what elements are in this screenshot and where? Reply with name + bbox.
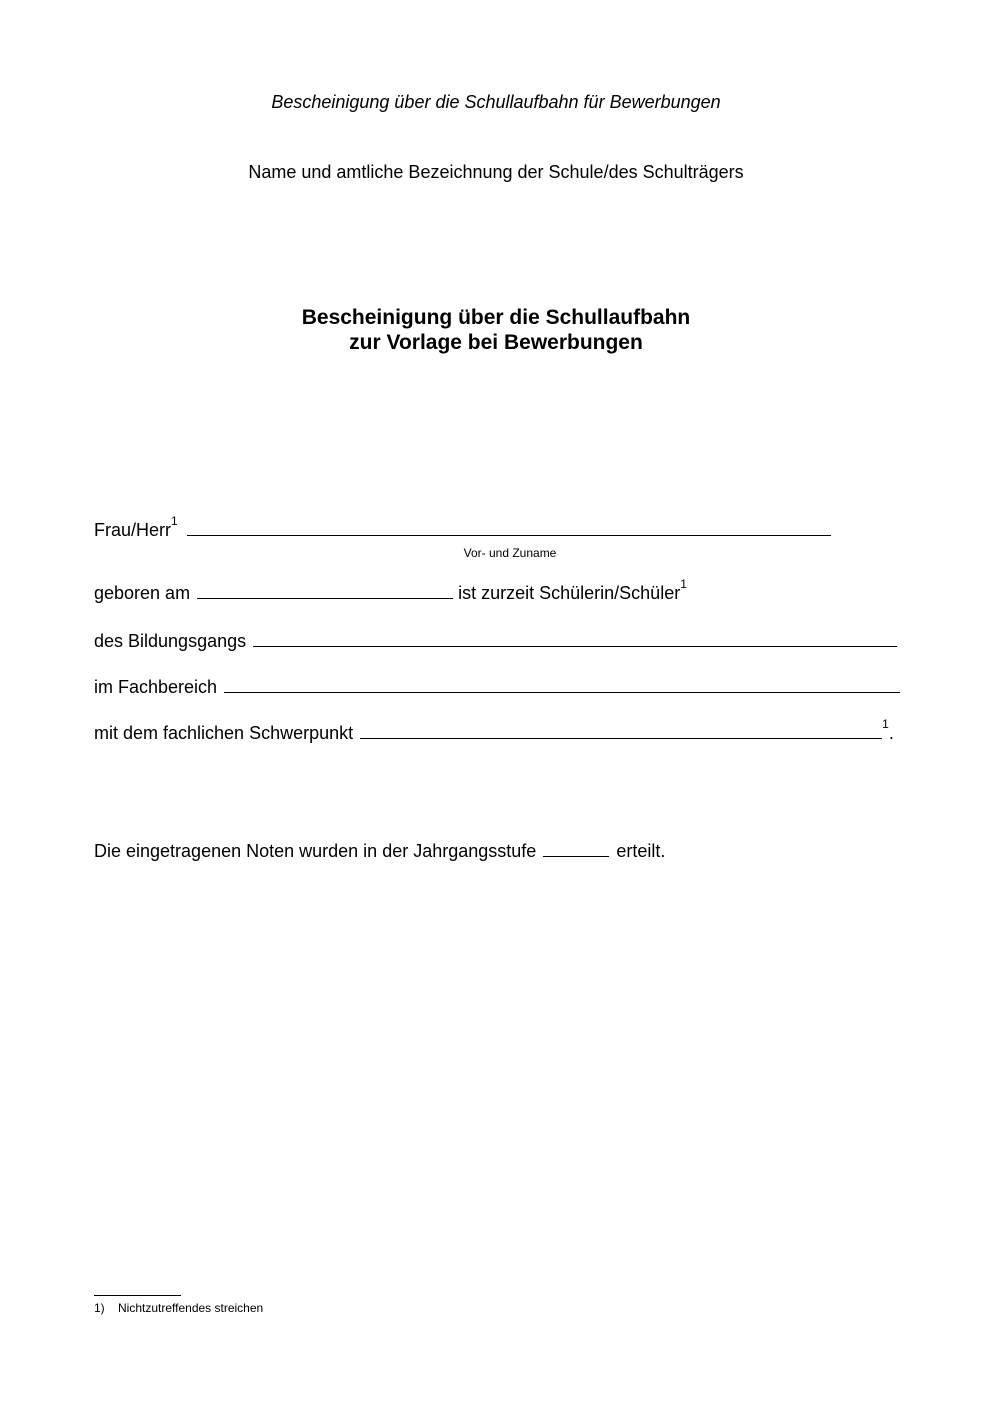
footnote-separator (94, 1295, 181, 1296)
course-field[interactable] (253, 632, 897, 647)
student-label: ist zurzeit Schülerin/Schüler (458, 583, 681, 603)
document-header: Bescheinigung über die Schullaufbahn für Bewerbungen (271, 92, 721, 112)
birth-label: geboren am (94, 583, 191, 603)
course-row (94, 631, 897, 652)
focus-label: mit dem fachlichen Schwerpunkt (94, 723, 354, 743)
name-field[interactable] (187, 521, 831, 536)
name-row (94, 514, 831, 541)
document-title (0, 305, 992, 355)
footnote-number: 1) (94, 1301, 105, 1315)
school-name-line: Name und amtliche Bezeichnung der Schule/des Schulträgers (248, 162, 744, 182)
footnote (94, 1301, 263, 1315)
footnote-marker: 1 (882, 717, 889, 731)
birth-date-field[interactable] (197, 584, 453, 599)
footnote-marker: 1 (680, 577, 687, 591)
department-label: im Fachbereich (94, 677, 218, 697)
focus-row (94, 717, 894, 744)
department-row (94, 677, 900, 698)
footnote-text: Nichtzutreffendes streichen (118, 1301, 264, 1315)
period: . (888, 723, 894, 743)
grades-suffix: erteilt. (616, 841, 666, 861)
title-line-1: Bescheinigung über die Schullaufbahn (301, 306, 691, 329)
grades-row (94, 841, 665, 862)
focus-field[interactable] (360, 724, 882, 739)
name-caption: Vor- und Zuname (463, 546, 557, 560)
course-label: des Bildungsgangs (94, 631, 247, 651)
name-label: Frau/Herr (94, 520, 172, 540)
grades-prefix: Die eingetragenen Noten wurden in der Jahrgangsstufe (94, 841, 537, 861)
footnote-marker: 1 (171, 514, 178, 528)
department-field[interactable] (224, 678, 900, 693)
birth-row (94, 577, 687, 604)
grade-level-field[interactable] (543, 842, 609, 857)
title-line-2: zur Vorlage bei Bewerbungen (349, 331, 643, 354)
